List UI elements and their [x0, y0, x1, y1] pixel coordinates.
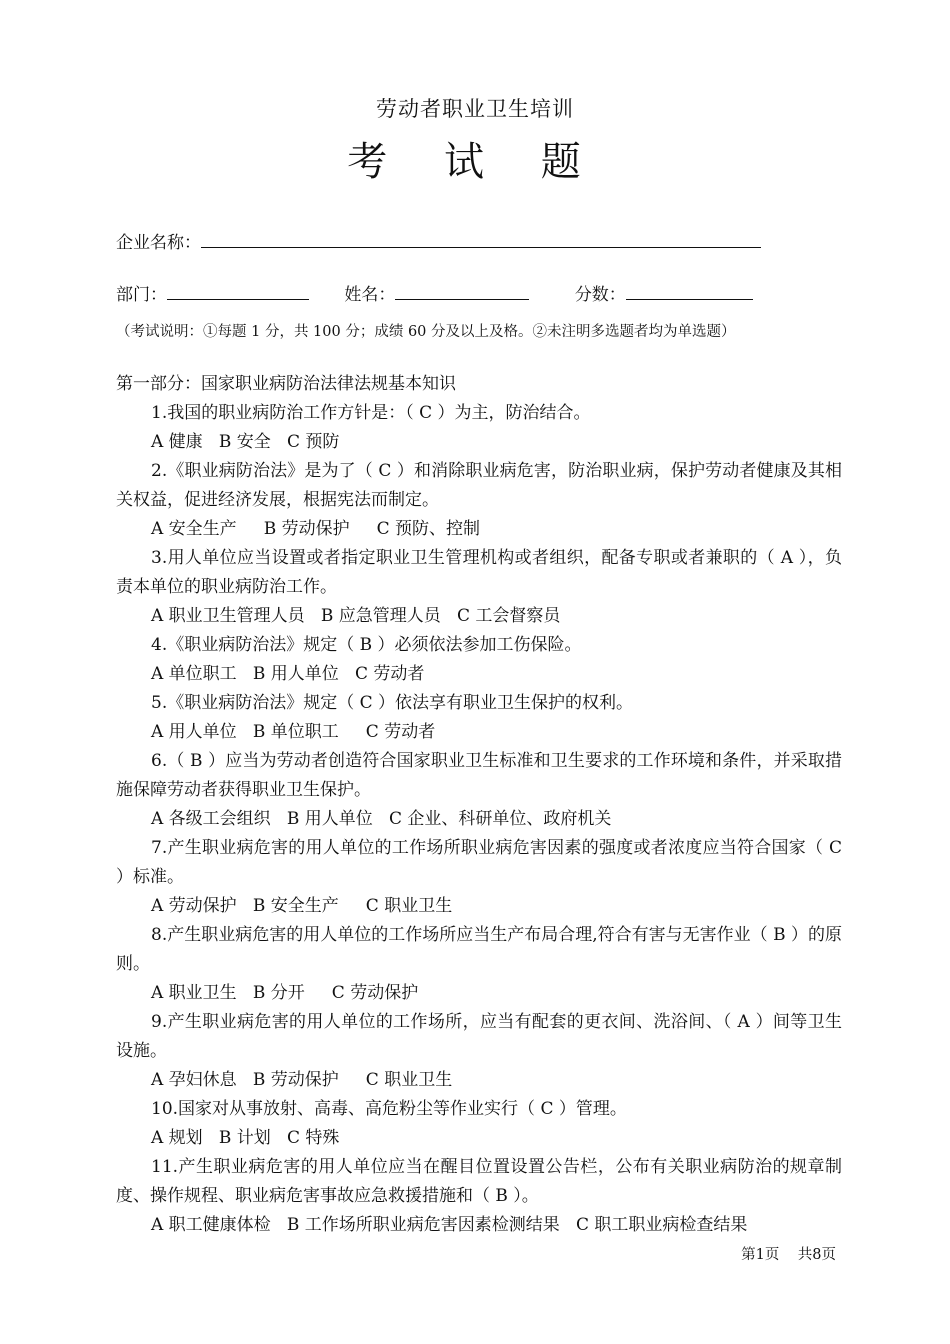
- section-title: 第一部分：国家职业病防治法律法规基本知识: [116, 374, 456, 394]
- exam-content: [116, 370, 842, 1240]
- options-5: A 用人单位 B 单位职工 C 劳动者: [151, 722, 436, 742]
- info-row: [116, 280, 753, 305]
- options-11: A 职工健康体检 B 工作场所职业病危害因素检测结果 C 职工职业病检查结果: [151, 1215, 748, 1235]
- options-10: A 规划 B 计划 C 特殊: [151, 1128, 340, 1148]
- name-field[interactable]: [344, 280, 529, 305]
- options-2: A 安全生产 B 劳动保护 C 预防、控制: [151, 519, 481, 539]
- exam-instructions: （考试说明：①每题 1 分，共 100 分；成绩 60 分及以上及格。②未注明多选题者均为单选题）: [116, 324, 736, 340]
- options-9: A 孕妇休息 B 劳动保护 C 职业卫生: [151, 1070, 453, 1090]
- question-7: 7.产生职业病危害的用人单位的工作场所职业病危害因素的强度或者浓度应当符合国家（ C ）标准。: [116, 838, 842, 887]
- question-6: 6.（ B ）应当为劳动者创造符合国家职业卫生标准和卫生要求的工作环境和条件，并采取措施保障劳动者获得职业卫生保护。: [116, 751, 842, 800]
- score-line[interactable]: [626, 281, 753, 300]
- options-3: A 职业卫生管理人员 B 应急管理人员 C 工会督察员: [151, 606, 561, 626]
- company-row: [116, 228, 761, 253]
- department-label: 部门：: [116, 285, 167, 305]
- question-4: 4.《职业病防治法》规定（ B ）必须依法参加工伤保险。: [151, 635, 582, 655]
- options-4: A 单位职工 B 用人单位 C 劳动者: [151, 664, 425, 684]
- page-number: 第1页: [741, 1247, 780, 1263]
- question-8: 8.产生职业病危害的用人单位的工作场所应当生产布局合理,符合有害与无害作业（ B ）的原则。: [116, 925, 842, 974]
- page-footer: [741, 1243, 836, 1264]
- page-total: 共8页: [797, 1247, 836, 1263]
- options-1: A 健康 B 安全 C 预防: [151, 432, 340, 452]
- question-2: 2.《职业病防治法》是为了（ C ）和消除职业病危害，防治职业病，保护劳动者健康及其相关权益，促进经济发展，根据宪法而制定。: [116, 461, 842, 510]
- name-label: 姓名：: [344, 285, 396, 305]
- score-label: 分数：: [574, 285, 626, 305]
- options-7: A 劳动保护 B 安全生产 C 职业卫生: [151, 896, 453, 916]
- question-1: 1.我国的职业病防治工作方针是：（ C ）为主，防治结合。: [151, 403, 591, 423]
- company-label: 企业名称：: [116, 233, 201, 253]
- options-8: A 职业卫生 B 分开 C 劳动保护: [151, 983, 419, 1003]
- options-6: A 各级工会组织 B 用人单位 C 企业、科研单位、政府机关: [151, 809, 612, 829]
- question-11: 11.产生职业病危害的用人单位应当在醒目位置设置公告栏，公布有关职业病防治的规章制度、操作规程、职业病危害事故应急救援措施和（ B ）。: [116, 1157, 842, 1206]
- exam-title: 考 试 题: [347, 139, 603, 185]
- company-field[interactable]: [116, 228, 761, 253]
- question-5: 5.《职业病防治法》规定（ C ）依法享有职业卫生保护的权利。: [151, 693, 634, 713]
- question-3: 3.用人单位应当设置或者指定职业卫生管理机构或者组织，配备专职或者兼职的（ A ），负责本单位的职业病防治工作。: [116, 548, 842, 597]
- department-line[interactable]: [167, 281, 309, 300]
- question-10: 10.国家对从事放射、高毒、高危粉尘等作业实行（ C ）管理。: [151, 1099, 627, 1119]
- score-field[interactable]: [575, 280, 753, 305]
- department-field[interactable]: [116, 280, 309, 305]
- question-9: 9.产生职业病危害的用人单位的工作场所，应当有配套的更衣间、洗浴间、（ A ）间等卫生设施。: [116, 1012, 842, 1061]
- name-line[interactable]: [395, 281, 529, 300]
- training-subtitle: 劳动者职业卫生培训: [376, 97, 574, 121]
- company-line[interactable]: [201, 229, 761, 248]
